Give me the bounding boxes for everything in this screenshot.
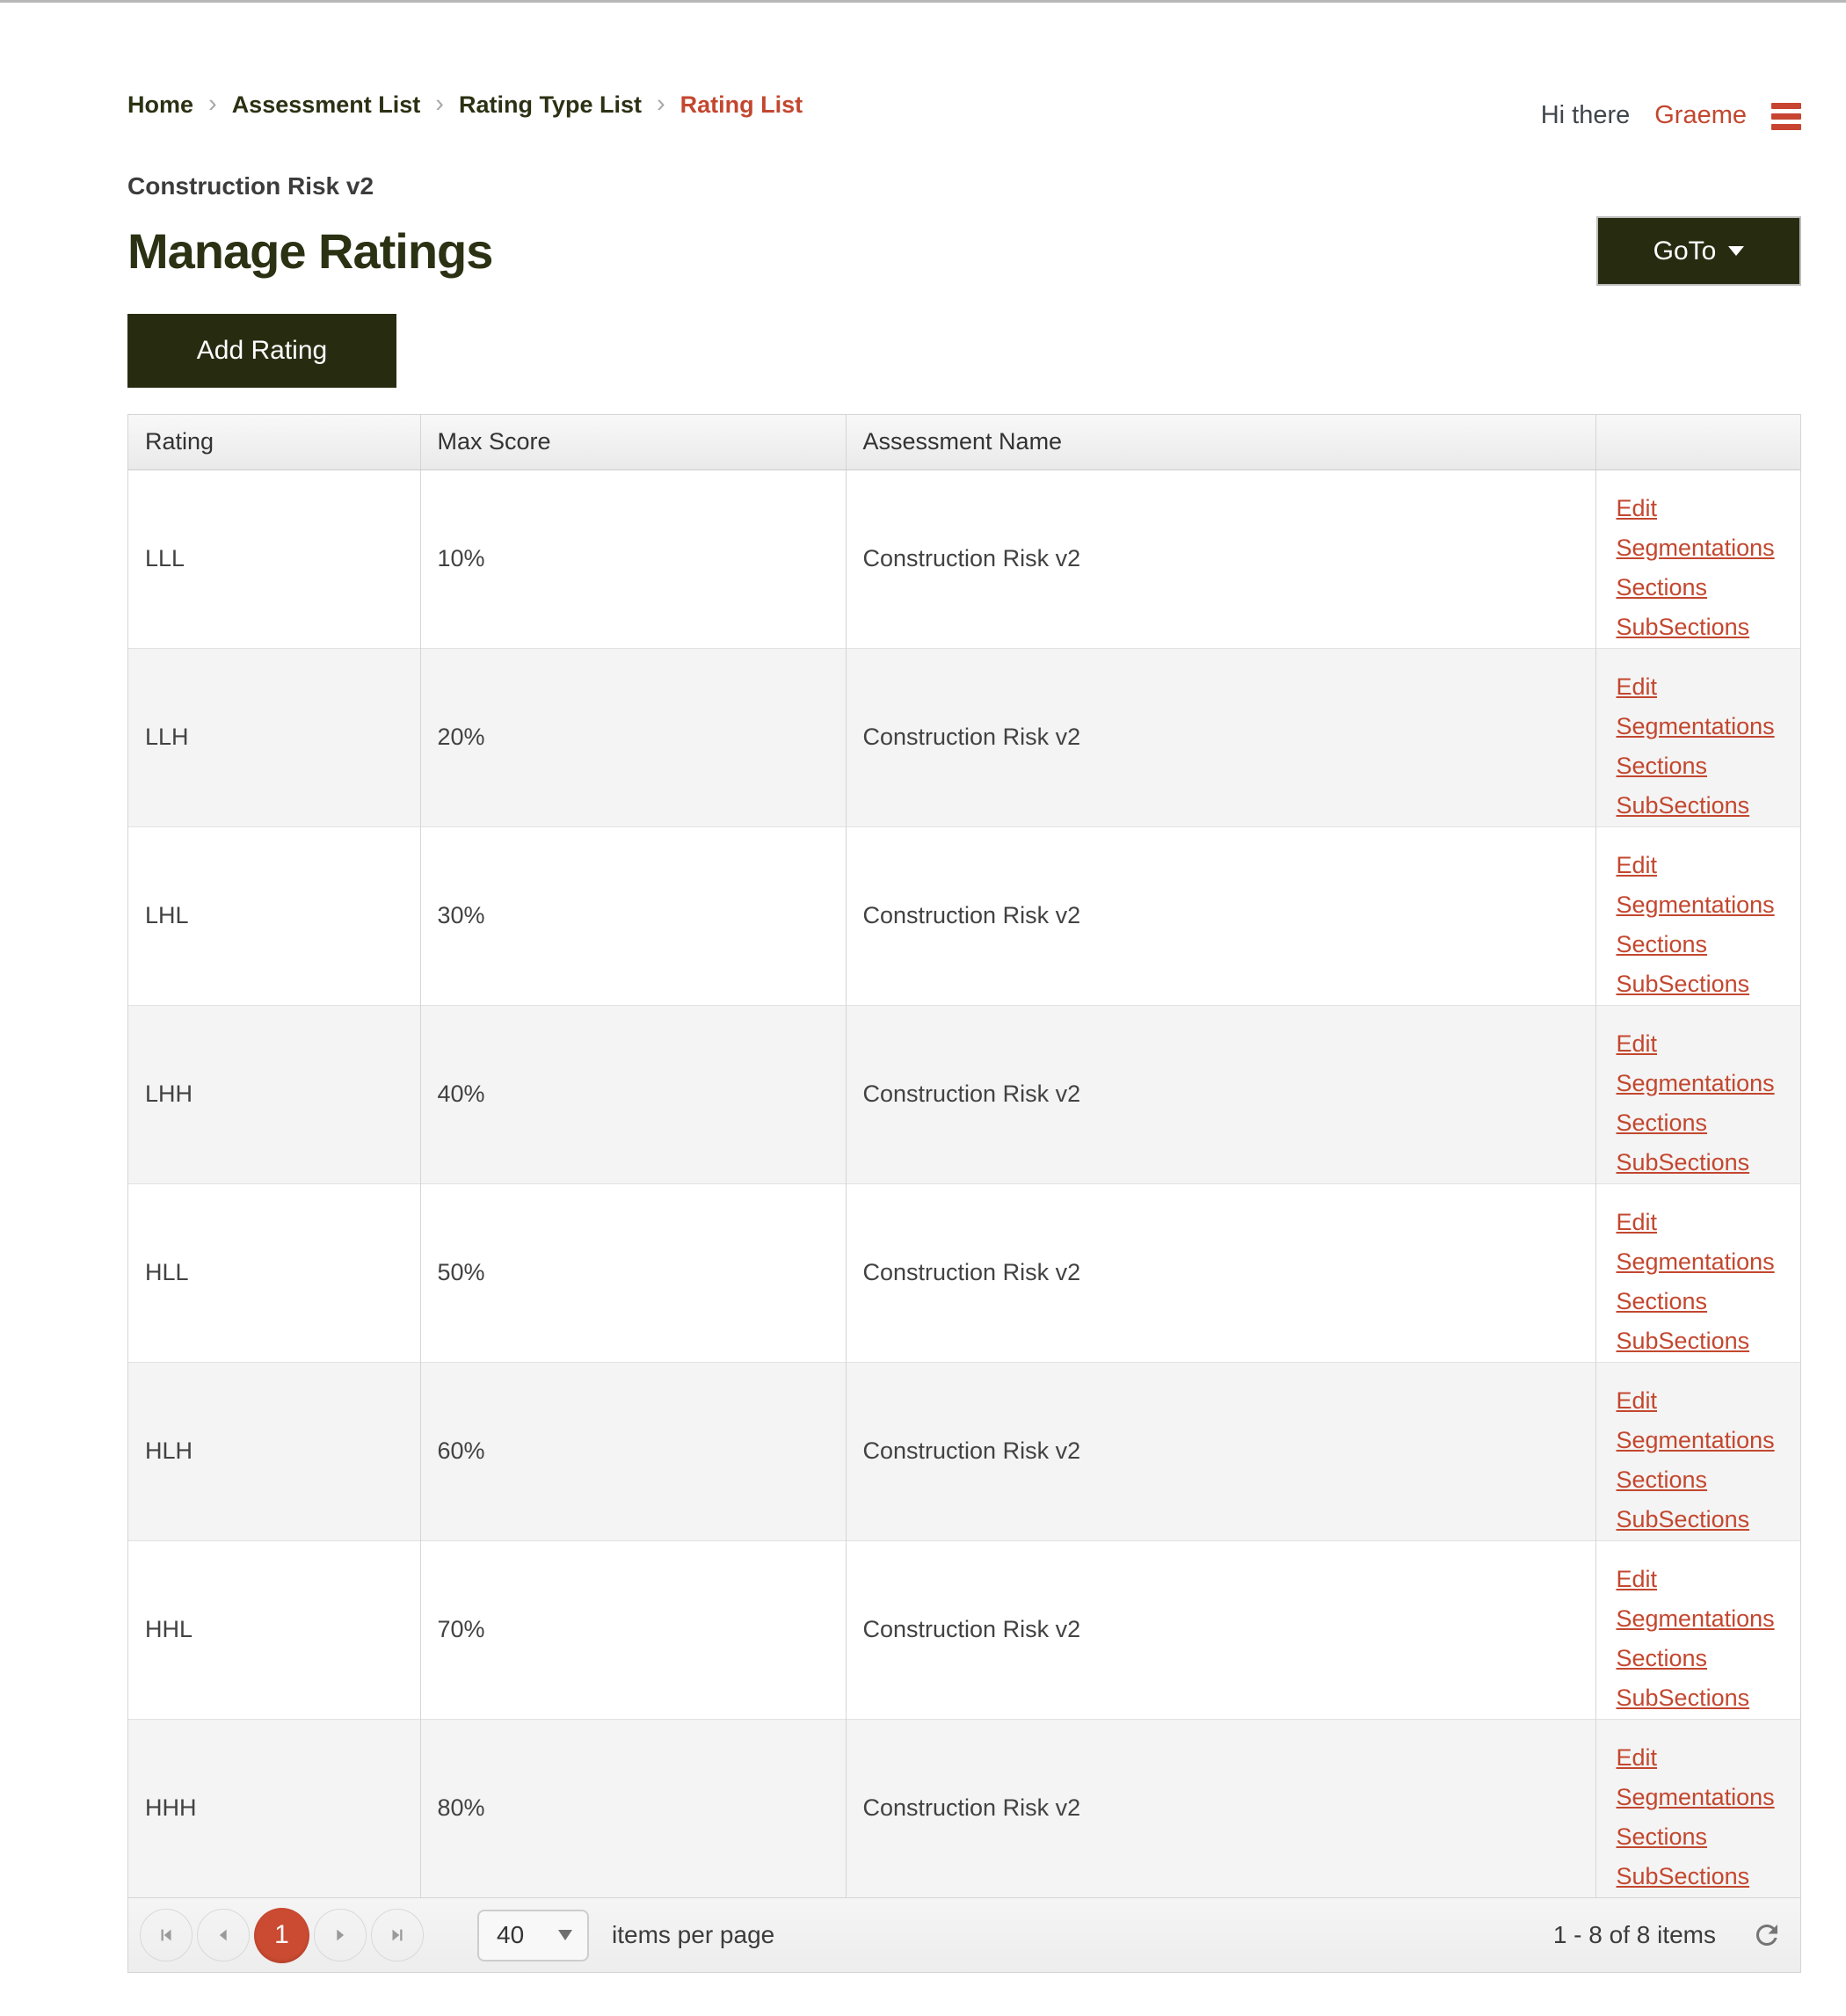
sections-link[interactable]: Sections [1616,930,1708,957]
assessment-name-cell: Construction Risk v2 [846,1540,1595,1719]
actions-cell [1595,648,1800,826]
column-header-max-score: Max Score [420,415,846,469]
max-score-cell: 10% [420,469,846,648]
rating-cell: LLL [145,545,185,571]
assessment-name-cell: Construction Risk v2 [846,1005,1595,1183]
previous-page-icon [214,1925,233,1945]
column-header-actions [1595,415,1800,469]
ratings-grid [127,414,1801,1973]
refresh-icon [1751,1919,1783,1951]
actions-cell [1595,826,1800,1005]
assessment-name-cell: Construction Risk v2 [846,1362,1595,1540]
edit-link[interactable]: Edit [1616,1030,1658,1057]
max-score-cell: 20% [420,648,846,826]
breadcrumb-separator-icon: › [435,90,444,118]
breadcrumb-rating-type-list[interactable]: Rating Type List [458,91,642,118]
column-header-rating: Rating [128,415,420,469]
edit-link[interactable]: Edit [1616,1743,1658,1771]
subsections-link[interactable]: SubSections [1616,1505,1750,1532]
page-title: Manage Ratings [127,223,493,279]
table-row [128,826,1800,1005]
user-greeting [1541,101,1801,130]
sections-link[interactable]: Sections [1616,1109,1708,1136]
greeting-text: Hi there [1540,101,1631,129]
title-row [127,216,1801,286]
edit-link[interactable]: Edit [1616,1565,1658,1592]
table-row [128,469,1800,648]
breadcrumb-home[interactable]: Home [127,91,194,118]
sections-link[interactable]: Sections [1616,1287,1708,1314]
page-size-dropdown[interactable] [477,1910,589,1961]
max-score-cell: 30% [420,826,846,1005]
actions-cell [1595,1005,1800,1183]
actions-cell [1595,1362,1800,1540]
column-header-assessment-name: Assessment Name [846,415,1595,469]
segmentations-link[interactable]: Segmentations [1616,712,1775,739]
rating-cell: HLH [128,1362,420,1540]
segmentations-link[interactable]: Segmentations [1616,1248,1775,1275]
table-header-row [128,415,1800,469]
actions-cell [1595,469,1800,648]
breadcrumb-separator-icon: › [656,90,665,118]
top-bar [127,91,1801,130]
max-score-cell: 80% [420,1719,846,1897]
rating-cell: LHH [128,1005,420,1183]
first-page-button[interactable] [140,1909,193,1961]
sections-link[interactable]: Sections [1616,1644,1708,1671]
current-page-button[interactable]: 1 [254,1908,309,1963]
subsections-link[interactable]: SubSections [1616,613,1750,640]
first-page-icon [156,1925,176,1945]
subsections-link[interactable]: SubSections [1616,1862,1750,1889]
dropdown-caret-icon [558,1930,572,1940]
edit-link[interactable]: Edit [1616,494,1658,521]
goto-button[interactable] [1596,216,1801,286]
actions-cell [1595,1183,1800,1362]
page-size-value: 40 [497,1921,525,1948]
breadcrumb [127,91,803,120]
assessment-name-cell: Construction Risk v2 [846,826,1595,1005]
breadcrumb-assessment-list[interactable]: Assessment List [231,91,421,118]
items-per-page-label: items per page [612,1921,775,1948]
assessment-context-label: Construction Risk v2 [127,172,374,200]
rating-cell: HHH [128,1719,420,1897]
segmentations-link[interactable]: Segmentations [1616,534,1775,561]
previous-page-button[interactable] [197,1909,250,1961]
ratings-table [128,415,1800,1897]
window-top-border [0,0,1846,3]
assessment-name-cell: Construction Risk v2 [846,1183,1595,1362]
hamburger-menu-icon[interactable] [1771,101,1801,130]
edit-link[interactable]: Edit [1616,1386,1658,1414]
pager [128,1897,1800,1972]
sections-link[interactable]: Sections [1616,1823,1708,1850]
assessment-name-cell: Construction Risk v2 [846,1719,1595,1897]
rating-cell: LHL [128,826,420,1005]
table-row [128,648,1800,826]
segmentations-link[interactable]: Segmentations [1616,891,1775,918]
page-container [127,91,1801,1973]
segmentations-link[interactable]: Segmentations [1616,1069,1775,1096]
last-page-icon [388,1925,407,1945]
last-page-button[interactable] [371,1909,424,1961]
table-row [128,1540,1800,1719]
segmentations-link[interactable]: Segmentations [1616,1605,1775,1632]
rating-cell: LLH [128,648,420,826]
items-range-label: 1 - 8 of 8 items [1552,1921,1716,1948]
actions-cell [1595,1540,1800,1719]
subsections-link[interactable]: SubSections [1616,1148,1750,1175]
assessment-name-cell: Construction Risk v2 [846,469,1595,648]
segmentations-link[interactable]: Segmentations [1616,1426,1775,1453]
max-score-cell: 60% [420,1362,846,1540]
next-page-button[interactable] [314,1909,367,1961]
table-row [128,1362,1800,1540]
max-score-cell: 40% [420,1005,846,1183]
rating-cell: HHL [128,1540,420,1719]
refresh-button[interactable] [1751,1919,1783,1951]
edit-link[interactable]: Edit [1616,851,1658,878]
add-rating-button[interactable]: Add Rating [127,314,396,388]
segmentations-link[interactable]: Segmentations [1616,1783,1775,1810]
sections-link[interactable]: Sections [1616,573,1708,600]
assessment-name-cell: Construction Risk v2 [846,648,1595,826]
next-page-icon [331,1925,350,1945]
table-row [128,1719,1800,1897]
breadcrumb-separator-icon: › [208,90,217,118]
table-row [128,1005,1800,1183]
sections-link[interactable]: Sections [1616,752,1708,779]
subsections-link[interactable]: SubSections [1616,1684,1750,1711]
table-row [128,1183,1800,1362]
subsections-link[interactable]: SubSections [1616,1327,1750,1354]
subsections-link[interactable]: SubSections [1616,791,1750,819]
sections-link[interactable]: Sections [1616,1466,1708,1493]
edit-link[interactable]: Edit [1616,673,1658,700]
breadcrumb-rating-list-current: Rating List [680,91,803,118]
edit-link[interactable]: Edit [1616,1208,1658,1235]
chevron-down-icon [1728,246,1744,256]
username-link[interactable]: Graeme [1654,101,1747,129]
subsections-link[interactable]: SubSections [1616,970,1750,997]
max-score-cell: 50% [420,1183,846,1362]
goto-button-label: GoTo [1653,236,1717,266]
rating-cell: HLL [128,1183,420,1362]
max-score-cell: 70% [420,1540,846,1719]
actions-cell [1595,1719,1800,1897]
